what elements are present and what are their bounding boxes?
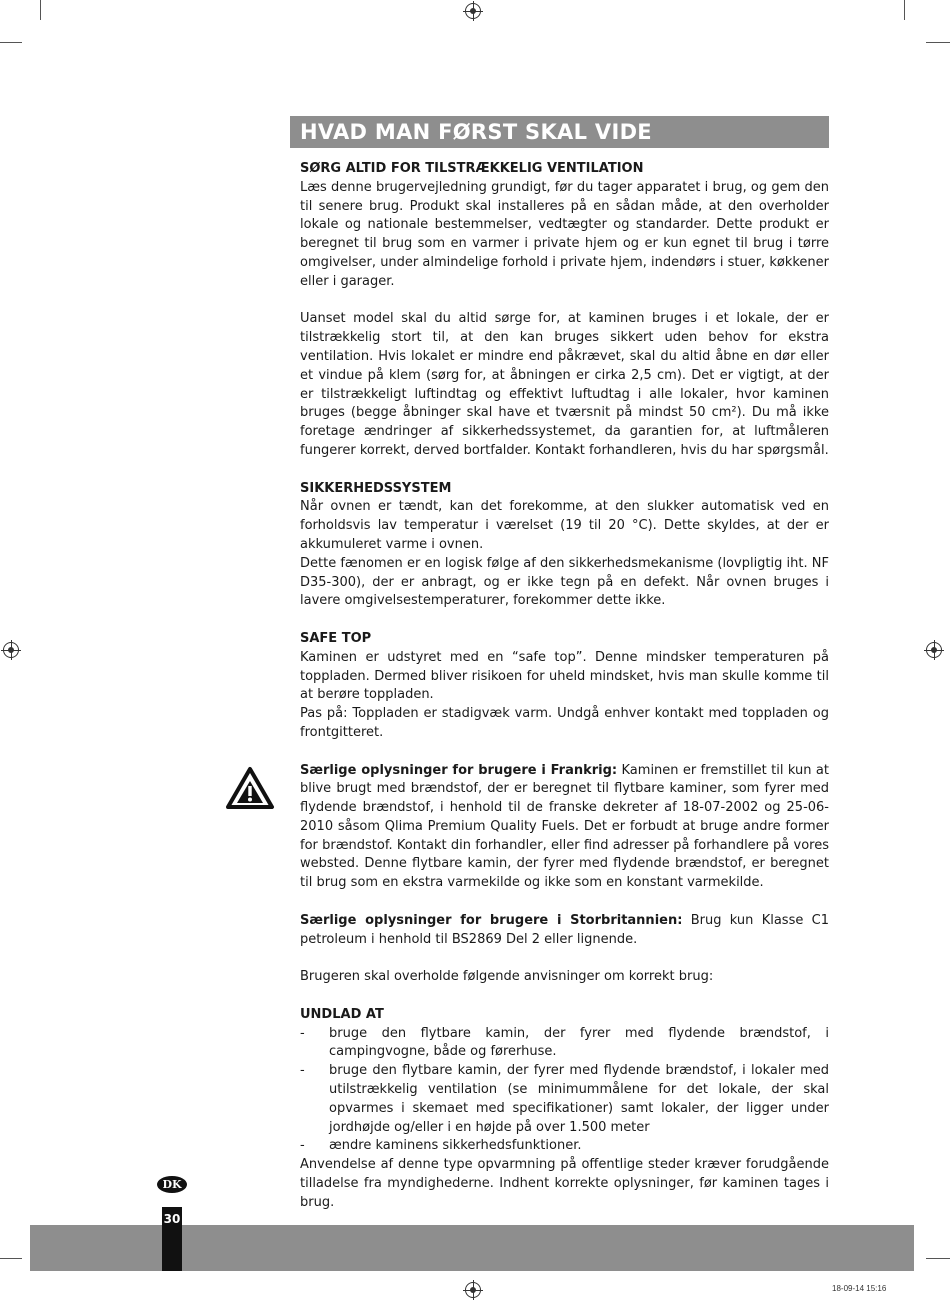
page-title: HVAD MAN FØRST SKAL VIDE	[290, 116, 829, 148]
section-heading-ventilation: SØRG ALTID FOR TILSTRÆKKELIG VENTILATION	[300, 161, 644, 176]
section-heading-dont: UNDLAD AT	[300, 1006, 384, 1022]
list-item	[300, 1137, 829, 1156]
uk-notice-lead: Særlige oplysninger for brugere i Storbritannien:	[300, 912, 683, 928]
section-heading-safety-system: SIKKERHEDSSYSTEM	[300, 480, 452, 496]
list-item-text: bruge den flytbare kamin, der fyrer med flydende brændstof, i campingvogne, både og førerhuse.	[329, 1025, 829, 1060]
registration-mark-icon	[465, 3, 481, 19]
list-dash: -	[300, 1138, 305, 1154]
list-item-text: ændre kaminens sikkerhedsfunktioner.	[329, 1138, 582, 1154]
registration-mark-icon	[926, 642, 942, 658]
warning-triangle-icon	[225, 766, 275, 810]
paragraph: Anvendelse af denne type opvarmning på offentlige steder kræver forudgående tilladelse fra myndighederne. Indhent korrekte oplysninger, før kaminen tages i brug.	[300, 1157, 829, 1210]
registration-mark-icon	[465, 1282, 481, 1298]
crop-mark	[40, 0, 41, 20]
print-timestamp: 18-09-14 15:16	[832, 1284, 887, 1293]
section-heading-safe-top: SAFE TOP	[300, 630, 372, 646]
crop-mark	[0, 1258, 22, 1259]
france-notice-lead: Særlige oplysninger for brugere i Frankrig:	[300, 762, 618, 778]
paragraph: Når ovnen er tændt, kan det forekomme, at den slukker automatisk ved en forholdsvis lav temperatur i værelset (19 til 20 °C). Dette skyldes, at der er akkumuleret varme i ovnen.	[300, 499, 829, 552]
uk-notice-text: Brug kun Klasse C1 petroleum i henhold til BS2869 Del 2 eller lignende.	[300, 912, 829, 947]
language-badge: DK	[157, 1176, 187, 1193]
page-number: 30	[163, 1212, 181, 1226]
instructions-intro: Brugeren skal overholde følgende anvisninger om korrekt brug:	[300, 969, 714, 985]
crop-mark	[926, 42, 950, 43]
paragraph: Læs denne brugervejledning grundigt, før du tager apparatet i brug, og gem den til senere brug. Produkt skal installeres på en sådan måde, at den overholder lokale og nationale bestemmelser, vedtægter og standarder. Dette produkt er beregnet til brug som en varmer i private hjem og er kun egnet til brug i tørre omgivelser, under almindelige forhold i private hjem, indendørs i stuer, køkkener eller i garager.	[300, 179, 829, 289]
france-notice-text: Kaminen er fremstillet til kun at blive brugt med brændstof, der er beregnet til flytbare kaminer, som fyrer med flydende brændstof, i henhold til de franske dekreter af 18-07-2002 og 25-06-2010 såsom Qlima Premium Quality Fuels. Det er forbudt at bruge andre former for brændstof. Kontakt din forhandler, eller find adresser på forhandlere på vores websted. Denne flytbare kamin, der fyrer med flydende brændstof, er beregnet til brug som en ekstra varmekilde og ikke som en konstant varmekilde.	[300, 762, 829, 891]
paragraph: Pas på: Toppladen er stadigvæk varm. Undgå enhver kontakt med toppladen og frontgitteret.	[300, 706, 829, 740]
paragraph: Dette fænomen er en logisk følge af den sikkerhedsmekanisme (lovpligtig iht. NF D35-300), der er anbragt, og er ikke tegn på en defekt. Når ovnen bruges i lavere omgivelsestemperaturer, forekommer dette ikke.	[300, 555, 829, 609]
paragraph: Kaminen er udstyret med en “safe top”. Denne mindsker temperaturen på toppladen. Dermed bliver risikoen for uheld mindsket, hvis man skulle komme til at berøre toppladen.	[300, 649, 829, 703]
main-content	[300, 160, 829, 1213]
france-notice	[300, 762, 829, 894]
list-item-text: bruge den flytbare kamin, der fyrer med flydende brændstof, i lokaler med utilstrækkelig ventilation (se minimummålene for det lokale, der skal opvarmes i skemaet med specifikationer) samt lokaler, der ligger under jordhøjde og/eller i en højde på over 1.500 meter	[329, 1063, 829, 1135]
uk-notice	[300, 912, 829, 950]
crop-mark	[904, 0, 905, 20]
list-item	[300, 1025, 829, 1063]
crop-mark	[0, 42, 22, 43]
list-item	[300, 1062, 829, 1137]
crop-mark	[926, 1258, 950, 1259]
list-dash: -	[300, 1063, 305, 1079]
paragraph: Uanset model skal du altid sørge for, at kaminen bruges i et lokale, der er tilstrækkelig stort til, at den kan bruges sikkert uden behov for ekstra ventilation. Hvis lokalet er mindre end påkrævet, skal du altid åbne en dør eller et vindue på klem (sørg for, at åbningen er cirka 2,5 cm). Det er vigtigt, at der er tilstrækkeligt luftindtag og effektivt luftudtag i alle lokaler, hvor kaminen bruges (begge åbninger skal have et tværsnit på mindst 50 cm²). Du må ikke foretage ændringer af sikkerhedssystemet, da garantien for, at luftmåleren fungerer korrekt, derved bortfalder. Kontakt forhandleren, hvis du har spørgsmål.	[300, 311, 829, 458]
list-dash: -	[300, 1025, 305, 1041]
registration-mark-icon	[3, 642, 19, 658]
